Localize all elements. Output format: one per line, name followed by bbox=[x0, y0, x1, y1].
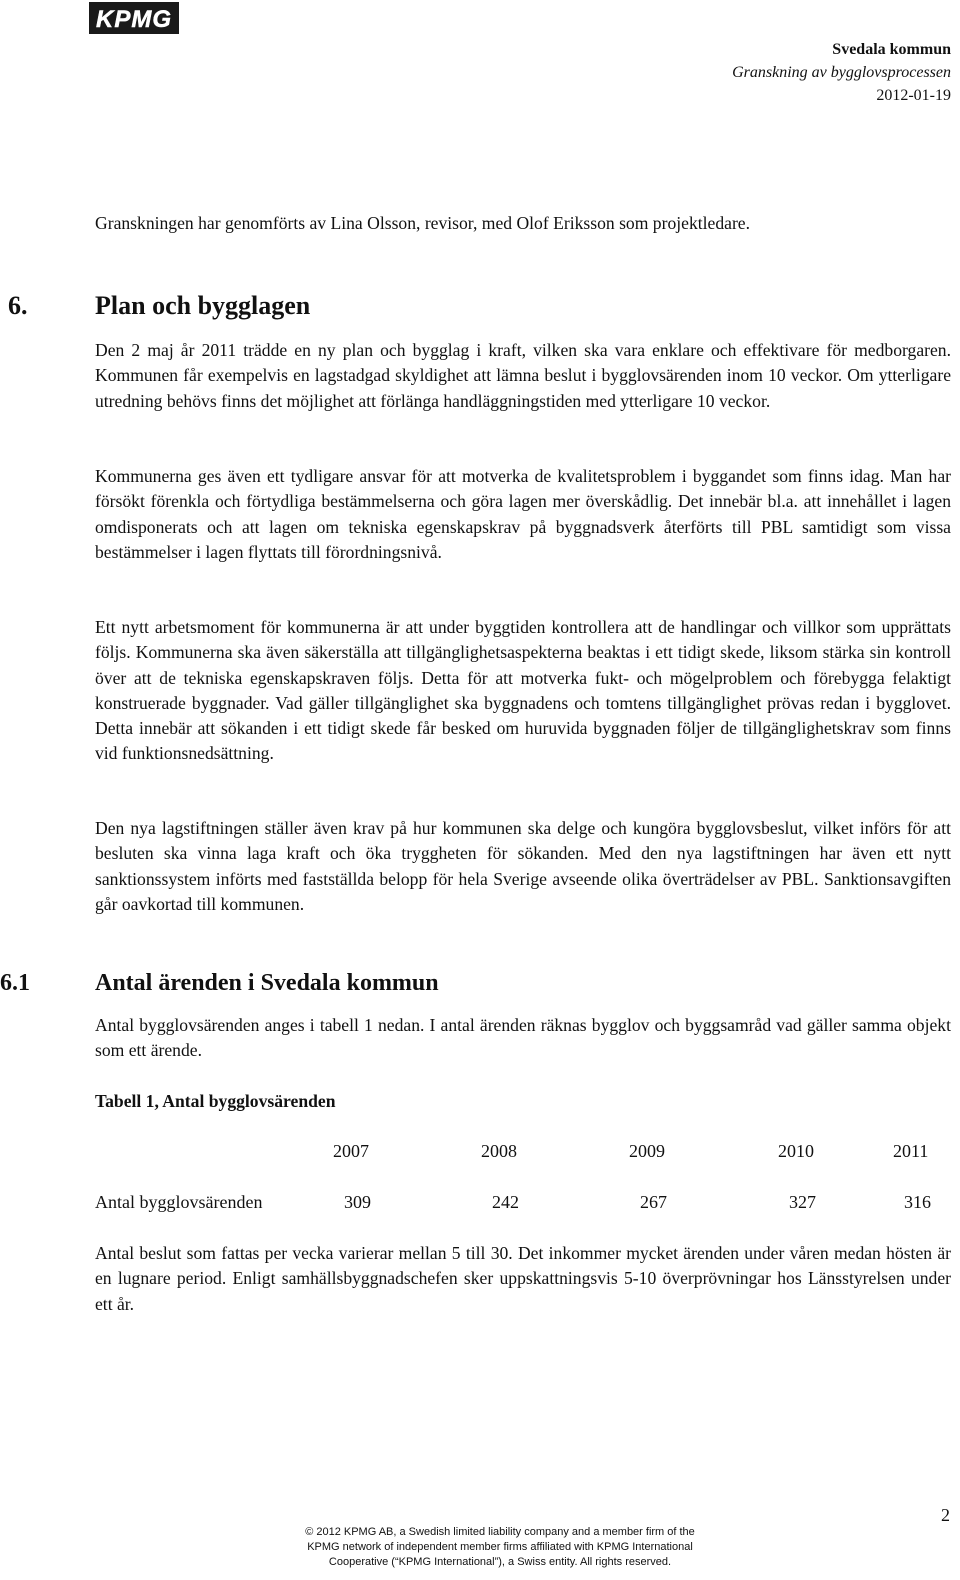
section-6-number: 6. bbox=[8, 291, 28, 320]
table-caption: Tabell 1, Antal bygglovsärenden bbox=[95, 1091, 336, 1111]
logo-text: KPMG bbox=[96, 6, 172, 33]
section-6-1-title: Antal ärenden i Svedala kommun bbox=[95, 970, 439, 996]
table-cell-value: 242 bbox=[492, 1192, 519, 1212]
table-header-year: 2007 bbox=[333, 1141, 369, 1161]
table-cell-value: 267 bbox=[640, 1192, 667, 1212]
section-6-1-number: 6.1 bbox=[0, 970, 30, 996]
section-6-1-heading bbox=[0, 966, 960, 1000]
intro-paragraph: Granskningen har genomförts av Lina Olsson, revisor, med Olof Eriksson som projektledare. bbox=[95, 213, 751, 233]
footer-line: Cooperative (“KPMG International”), a Swiss entity. All rights reserved. bbox=[328, 1556, 672, 1568]
table-header-year: 2011 bbox=[893, 1141, 929, 1161]
table-header-year: 2009 bbox=[629, 1141, 665, 1161]
header-organization: Svedala kommun bbox=[832, 41, 951, 58]
section-6-paragraph-3: Ett nytt arbetsmoment för kommunerna är att under byggtiden kontrollera att de handlingar och villkor som upprättats följs. Kommunerna ska även säkerställa att tillgänglighetsaspekterna beaktas i ett tidigt skede, liksom stärka sin kontroll över att de tekniska egenskapskraven följs. Detta för att motverka fukt- och mögelproblem och förebygga felaktigt konstruerade byggnader. Vad gäller tillgänglighet ska byggnadens och tomtens tillgänglighet prövas redan i bygglovet. Detta innebär att sökanden i ett tidigt skede får besked om huruvida byggnaden följer de tillgänglighetskrav som finns vid funktionsnedsättning. bbox=[95, 617, 951, 764]
document-header bbox=[732, 38, 951, 107]
table-cell-value: 327 bbox=[789, 1192, 816, 1212]
section-6-paragraph-1: Den 2 maj år 2011 trädde en ny plan och bygglag i kraft, vilken ska vara enklare och effektivare för medborgaren. Kommunen får exempelvis en lagstadgad skyldighet att lämna beslut i bygglovsärenden inom 10 veckor. Om ytterligare utredning behövs finns det möjlighet att förlänga handläggningstiden med ytterligare 10 veckor. bbox=[95, 340, 951, 411]
section-6-1-closing: Antal beslut som fattas per vecka varierar mellan 5 till 30. Det inkommer mycket ärenden under våren medan hösten är en lugnare period. Enligt samhällsbyggnadschefen sker uppskattningsvis 5-10 överprövningar hos Länsstyrelsen under ett år. bbox=[95, 1243, 951, 1314]
section-6-paragraph-4: Den nya lagstiftningen ställer även krav på hur kommunen ska delge och kungöra bygglovsbeslut, vilket införs för att besluten ska vinna laga kraft och öka tryggheten för sökanden. Med den nya lagstiftningen har även ett nytt sanktionssystem införts med fastställda belopp för hela Sverige avseende olika överträdelser av PBL. Sanktionsavgiften går oavkortad till kommunen. bbox=[95, 818, 951, 914]
section-6-title: Plan och bygglagen bbox=[95, 291, 311, 320]
table-row-label: Antal bygglovsärenden bbox=[95, 1192, 263, 1212]
table-cell-value: 309 bbox=[344, 1192, 371, 1212]
footer-line: KPMG network of independent member firms affiliated with KPMG International bbox=[307, 1541, 693, 1553]
section-6-heading bbox=[0, 288, 960, 324]
section-6-1-paragraph: Antal bygglovsärenden anges i tabell 1 nedan. I antal ärenden räknas bygglov och byggsamråd vad gäller samma objekt som ett ärende. bbox=[95, 1015, 951, 1061]
copyright-footer bbox=[280, 1525, 720, 1570]
table-header-year: 2010 bbox=[778, 1141, 814, 1161]
page-number: 2 bbox=[941, 1505, 950, 1525]
table-header-year: 2008 bbox=[481, 1141, 517, 1161]
kpmg-logo bbox=[89, 2, 179, 34]
header-report-title: Granskning av bygglovsprocessen bbox=[732, 64, 951, 81]
header-date: 2012-01-19 bbox=[876, 87, 951, 104]
section-6-paragraph-2: Kommunerna ges även ett tydligare ansvar för att motverka de kvalitetsproblem i byggandet som finns idag. Man har försökt förenkla och förtydliga bestämmelserna och göra lagen mer överskådlig. Det innebär bl.a. att innehållet i lagen omdisponerats och att lagen om tekniska egenskapskrav på byggnadsverk återförts till PBL samtidigt som vissa bestämmelser i lagen flyttats till förordningsnivå. bbox=[95, 466, 951, 562]
table-cell-value: 316 bbox=[904, 1192, 931, 1212]
footer-line: © 2012 KPMG AB, a Swedish limited liability company and a member firm of the bbox=[305, 1526, 695, 1538]
